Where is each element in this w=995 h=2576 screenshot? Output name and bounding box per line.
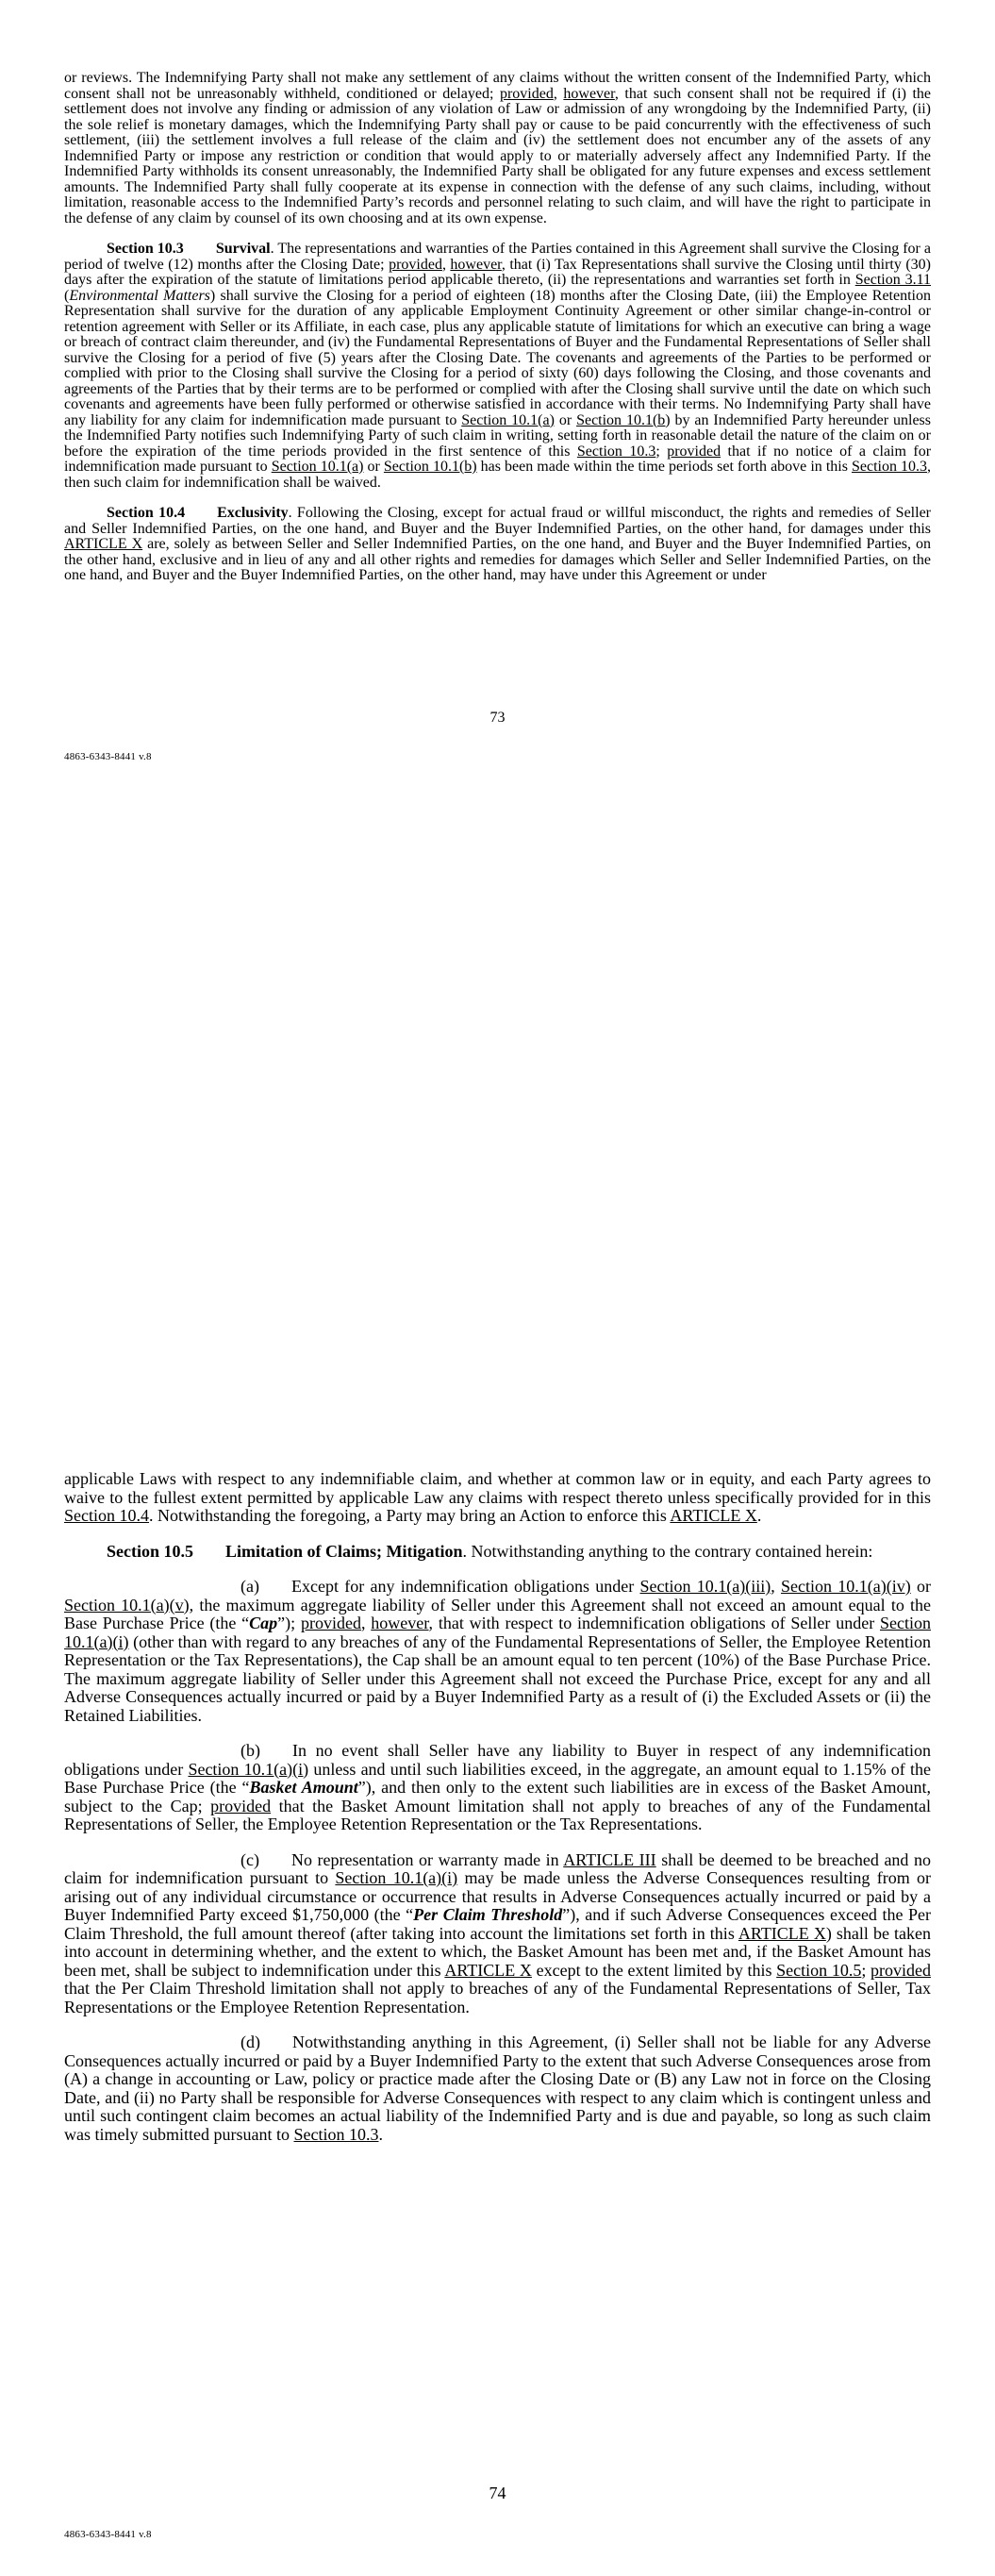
text-run: Section 10.1(a)(i) bbox=[64, 1614, 931, 1651]
text-run: by an Indemnified Party hereunder unless the Indemnified Party notifies such Indemnifying Party of such claim in writing, setting forth in reasonable detail the nature of the claim on or before the expiration of the time periods provided in the first sentence of this bbox=[64, 411, 932, 460]
text-run: . Following the Closing, except for actual fraud or willful misconduct, the rights and remedies of Seller and Seller Indemnified Parties, on the one hand, and Buyer and the Buyer Indemnified Parties, on the other hand, for damages under this bbox=[64, 505, 932, 537]
text-run: ARTICLE III bbox=[563, 1849, 656, 1869]
paragraph bbox=[64, 242, 931, 491]
text-run: Section 10.1(a)(iii) bbox=[639, 1577, 771, 1596]
text-run: unless and until such liabilities exceed, in the aggregate, an amount equal to 1.15% of the Base Purchase Price (the “ bbox=[64, 1759, 931, 1797]
text-run: Basket Amount bbox=[249, 1778, 358, 1797]
text-run: that the Basket Amount limitation shall not apply to breaches of any of the Fundamental Representations of Seller, the Employee Retention Representation or the Tax Representations. bbox=[64, 1796, 931, 1833]
page-number-74: 74 bbox=[489, 2484, 506, 2502]
text-run: provided bbox=[210, 1796, 272, 1815]
text-run: provided bbox=[871, 1960, 931, 1980]
text-run: ; bbox=[861, 1960, 871, 1980]
document-id-footer-74: 4863-6343-8441 v.8 bbox=[64, 2529, 152, 2540]
text-run: however bbox=[563, 85, 615, 102]
text-run: Section 10.5 bbox=[107, 1541, 193, 1561]
text-run: Except for any indemnification obligations under bbox=[290, 1577, 640, 1596]
page-number-73: 73 bbox=[489, 710, 506, 726]
paragraph bbox=[64, 71, 931, 226]
text-run: Section 10.1(a)(i) bbox=[335, 1868, 458, 1887]
page-74-body-text bbox=[64, 1470, 931, 2161]
text-run: Section 10.1(a)(v) bbox=[64, 1595, 190, 1614]
document-id-footer-73: 4863-6343-8441 v.8 bbox=[64, 751, 152, 762]
text-run: Section 10.5 bbox=[776, 1960, 862, 1980]
text-run: provided bbox=[667, 443, 721, 460]
text-run: Section 3.11 bbox=[854, 272, 931, 288]
text-run: however bbox=[371, 1614, 429, 1632]
text-run: , bbox=[553, 85, 564, 102]
text-run: Section 10.4 bbox=[64, 1506, 149, 1525]
text-run: ARTICLE X bbox=[444, 1960, 532, 1980]
text-run: In no event shall Seller have any liability to Buyer in respect of any indemnification obligations under bbox=[64, 1741, 931, 1779]
text-run: ”), and if such Adverse Consequences exceed the Per Claim Threshold, the full amount thereof (after taking into account the limitations set forth in this bbox=[64, 1905, 932, 1943]
text-run: , then such claim for indemnification shall be waived. bbox=[64, 459, 932, 491]
text-run: . The representations and warranties of the Parties contained in this Agreement shall survive the Closing for a period of twelve (12) months after the Closing Date; bbox=[64, 241, 931, 273]
text-run: ) shall be taken into account in determining whether, and the extent to which, the Basket Amount has been met and, if the Basket Amount has been met, shall be subject to indemnification under this bbox=[64, 1923, 931, 1980]
paragraph bbox=[64, 506, 931, 584]
text-run: Per Claim Threshold bbox=[413, 1905, 563, 1924]
text-run: . Notwithstanding the foregoing, a Party may bring an Action to enforce this bbox=[149, 1506, 671, 1525]
text-run: (other than with regard to any breaches of any of the Fundamental Representations of Seller, the Employee Retention Representation or the Tax Representations), the Cap shall be an amount equal to ten percent (10%) of the Base Purchase Price. The maximum aggregate liability of Seller under this Agreement shall not exceed the Purchase Price, except for any and all Adverse Consequences actually incurred or paid by a Buyer Indemnified Party as a result of (i) the Excluded Assets or (ii) the Retained Liabilities. bbox=[64, 1631, 931, 1725]
text-run: Section 10.3 bbox=[293, 2124, 379, 2144]
text-run: are, solely as between Seller and Seller Indemnified Parties, on the one hand, and Buyer and the Buyer Indemnified Parties, on the other hand, exclusive and in lieu of any and all other rights and remedies for damages which Seller and Seller Indemnified Parties, on the one hand, and Buyer and the Buyer Indemnified Parties, on the other hand, may have under this Agreement or under bbox=[64, 536, 932, 583]
text-run: ARTICLE X bbox=[670, 1506, 757, 1525]
text-run: , that (i) Tax Representations shall survive the Closing until thirty (30) days after the expiration of the statute of limitations period applicable thereto, (ii) the representations and warranties set forth in bbox=[64, 256, 931, 288]
text-run: except to the extent limited by this bbox=[531, 1960, 777, 1980]
text-run: , the maximum aggregate liability of Seller under this Agreement shall not exceed an amount equal to the Base Purchase Price (the “ bbox=[64, 1595, 931, 1632]
text-run: ARTICLE X bbox=[64, 536, 143, 552]
text-run: (b) bbox=[240, 1741, 260, 1760]
text-run: that if no notice of a claim for indemnification made pursuant to bbox=[64, 443, 932, 475]
text-run: . Notwithstanding anything to the contrary contained herein: bbox=[462, 1541, 873, 1561]
text-run: (c) bbox=[240, 1849, 259, 1869]
text-run: (d) bbox=[240, 2032, 260, 2051]
text-run: Section 10.1(a)(iv) bbox=[781, 1577, 911, 1596]
text-run: Limitation of Claims; Mitigation bbox=[225, 1541, 463, 1561]
text-run: or bbox=[363, 459, 384, 475]
text-run: , bbox=[771, 1577, 782, 1596]
text-run: has been made within the time periods set forth above in this bbox=[476, 459, 852, 475]
paragraph bbox=[64, 1742, 931, 1834]
text-run: Exclusivity bbox=[217, 505, 289, 521]
text-run: ( bbox=[64, 287, 70, 304]
text-run: . bbox=[756, 1506, 762, 1525]
text-run: ARTICLE X bbox=[738, 1923, 826, 1943]
text-run: provided bbox=[300, 1614, 361, 1632]
text-run: ”); bbox=[277, 1614, 301, 1632]
text-run: , that with respect to indemnification obligations of Seller under bbox=[428, 1614, 880, 1632]
text-run: provided bbox=[389, 256, 442, 273]
text-run: . bbox=[378, 2124, 383, 2144]
text-run: Section 10.1(a) bbox=[271, 459, 364, 475]
text-run: Cap bbox=[249, 1614, 278, 1632]
page-73-body-text bbox=[64, 71, 931, 599]
text-run: provided bbox=[499, 85, 554, 102]
text-run: ”), and then only to the extent such liabilities are in excess of the Basket Amount, subject to the Cap; bbox=[64, 1778, 931, 1815]
text-run: Section 10.1(b) bbox=[576, 411, 671, 428]
paragraph bbox=[64, 1543, 931, 1562]
paragraph bbox=[64, 1578, 931, 1725]
paragraph bbox=[64, 1470, 931, 1526]
text-run: may be made unless the Adverse Consequences resulting from or arising out of any individual circumstance or occurrence that results in Adverse Consequences actually incurred or paid by a Buyer Indemnified Party exceed $1,750,000 (the “ bbox=[64, 1868, 931, 1924]
text-run: No representation or warranty made in bbox=[290, 1849, 564, 1869]
text-run: , bbox=[360, 1614, 372, 1632]
text-run: Section 10.3 bbox=[576, 443, 656, 460]
text-run: Survival bbox=[215, 241, 271, 257]
text-run: applicable Laws with respect to any indemnifiable claim, and whether at common law or in equity, and each Party agrees to waive to the fullest extent permitted by applicable Law any claims with respect thereto unless specifically provided for in this bbox=[64, 1469, 931, 1507]
paragraph bbox=[64, 1851, 931, 2017]
text-run: however bbox=[450, 256, 502, 273]
text-run: or bbox=[910, 1577, 932, 1596]
text-run: Section 10.3 bbox=[851, 459, 928, 475]
text-run: (a) bbox=[240, 1577, 259, 1596]
text-run: Notwithstanding anything in this Agreement, (i) Seller shall not be liable for any Adverse Consequences actually incurred or paid by a Buyer Indemnified Party to the extent that such Adverse Consequences arose from (A) a change in accounting or Law, policy or practice made after the Closing Date or (B) any Law not in force on the Closing Date, and (ii) no Party shall be responsible for Adverse Consequences with respect to any claim which is contingent unless and until such contingent claim becomes an actual liability of the Indemnified Party and is due and payable, so long as such claim was timely submitted pursuant to bbox=[64, 2032, 931, 2144]
text-run: , bbox=[441, 256, 451, 273]
text-run: shall be deemed to be breached and no claim for indemnification pursuant to bbox=[64, 1849, 931, 1887]
text-run: Environmental Matters bbox=[69, 287, 210, 304]
text-run: that the Per Claim Threshold limitation shall not apply to breaches of any of the Fundamental Representations of Seller, Tax Representations or the Employee Retention Representation. bbox=[64, 1979, 931, 2016]
text-run: Section 10.1(a) bbox=[461, 411, 555, 428]
text-run: or reviews. The Indemnifying Party shall not make any settlement of any claims without the written consent of the Indemnified Party, which consent shall not be unreasonably withheld, conditioned or delayed; bbox=[64, 70, 931, 102]
paragraph bbox=[64, 2033, 931, 2144]
text-run: , that such consent shall not be required if (i) the settlement does not involve any finding or admission of any violation of Law or admission of any wrongdoing by the Indemnified Party, (ii) the sole relief is monetary damages, which the Indemnifying Party shall pay or cause to be paid concurrently with the effectiveness of such settlement, (iii) the settlement involves a full release of the claim and (iv) the settlement does not encumber any of the assets of any Indemnified Party or impose any restriction or condition that would apply to or materially adversely affect any Indemnified Party. If the Indemnified Party withholds its consent unreasonably, the Indemnified Party shall be obligated for any future expenses and excess settlement amounts. The Indemnified Party shall fully cooperate at its expense in connection with the defense of any such claims, including, without limitation, reasonable access to the Indemnified Party’s records and personnel relating to such claim, and will have the right to participate in the defense of any claim by counsel of its own choosing and at its own expense. bbox=[64, 85, 932, 226]
text-run: Section 10.3 bbox=[107, 241, 184, 257]
text-run: Section 10.1(a)(i) bbox=[188, 1759, 309, 1779]
text-run: or bbox=[554, 411, 577, 428]
text-run: ) shall survive the Closing for a period of eighteen (18) months after the Closing Date, (iii) the Employee Retention Representation shall survive for the duration of any applicable Employment Continuity Agreement or other similar change-in-control or retention agreement with Seller or its Affiliate, in each case, plus any applicable statute of limitations for which an executive can bring a wage or breach of contract claim thereunder, and (iv) the Fundamental Representations of Buyer and the Fundamental Representations of Seller shall survive the Closing for a period of five (5) years after the Closing Date. The covenants and agreements of the Parties to be performed or complied with prior to the Closing shall survive the Closing for a period of sixty (60) days following the Closing, and those covenants and agreements of the Parties that by their terms are to be performed or complied with after the Closing shall survive until the date on which such covenants and agreements have been fully performed or otherwise satisfied in accordance with their terms. No Indemnifying Party shall have any liability for any claim for indemnification made pursuant to bbox=[64, 287, 931, 428]
text-run: Section 10.4 bbox=[107, 505, 186, 521]
text-run: Section 10.1(b) bbox=[383, 459, 477, 475]
text-run: ; bbox=[655, 443, 668, 460]
